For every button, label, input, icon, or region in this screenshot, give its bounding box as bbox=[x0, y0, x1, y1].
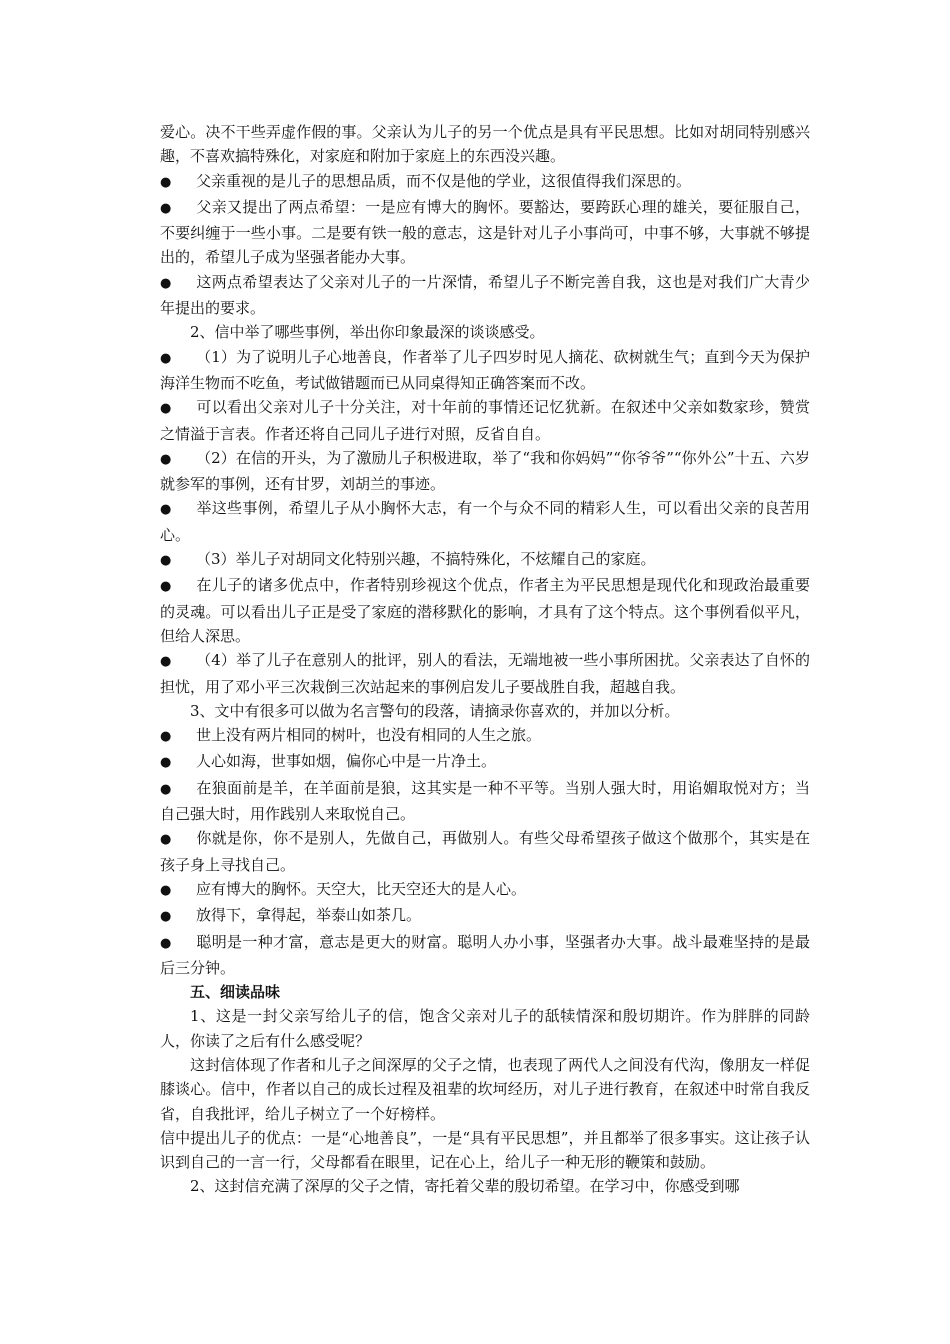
bullet-icon: ● bbox=[160, 909, 172, 925]
bullet-icon: ● bbox=[160, 781, 172, 797]
question-paragraph: 2、这封信充满了深厚的父子之情，寄托着父辈的殷切希望。在学习中，你感受到哪 bbox=[190, 1177, 740, 1196]
bullet-icon: ● bbox=[160, 579, 172, 595]
bullet-item: ● 你就是你，你不是别人，先做自己，再做别人。有些父母希望孩子做这个做那个，其实是在孩子身上寻找自己。 bbox=[160, 829, 810, 874]
bullet-item: ● 应有博大的胸怀。天空大，比天空还大的是人心。 bbox=[160, 877, 810, 903]
answer-paragraph: 信中提出儿子的优点：一是“心地善良”，一是“具有平民思想”，并且都举了很多事实。这让孩子认识到自己的一言一行，父母都看在眼里，记在心上，给儿子一种无形的鞭策和鼓励。 bbox=[160, 1128, 810, 1172]
bullet-icon: ● bbox=[160, 502, 172, 518]
bullet-item: ● （4）举了儿子在意别人的批评，别人的看法，无端地被一些小事所困扰。父亲表达了自怀的担忧，用了邓小平三次栽倒三次站起来的事例启发儿子要战胜自我，超越自我。 bbox=[160, 651, 810, 696]
bullet-icon: ● bbox=[160, 729, 172, 745]
question-paragraph: 2、信中举了哪些事例，举出你印象最深的谈谈感受。 bbox=[190, 323, 545, 342]
paragraph: 爱心。决不干些弄虚作假的事。父亲认为儿子的另一个优点是具有平民思想。比如对胡同特别感兴趣，不喜欢搞特殊化，对家庭和附加于家庭上的东西没兴趣。 bbox=[160, 123, 810, 166]
bullet-item: ● 可以看出父亲对儿子十分关注，对十年前的事情还记忆犹新。在叙述中父亲如数家珍，赞赏之情溢于言表。作者还将自己同儿子进行对照，反省自自。 bbox=[160, 398, 810, 443]
bullet-icon: ● bbox=[160, 200, 172, 216]
bullet-item: ● 父亲重视的是儿子的思想品质，而不仅是他的学业，这很值得我们深思的。 bbox=[160, 169, 810, 195]
bullet-icon: ● bbox=[160, 832, 172, 848]
bullet-item: ● 世上没有两片相同的树叶，也没有相同的人生之旅。 bbox=[160, 723, 810, 749]
bullet-icon: ● bbox=[160, 755, 172, 771]
bullet-icon: ● bbox=[160, 275, 172, 291]
question-paragraph: 3、文中有很多可以做为名言警句的段落，请摘录你喜欢的，并加以分析。 bbox=[190, 701, 680, 720]
bullet-item: ● 在儿子的诸多优点中，作者特别珍视这个优点，作者主为平民思想是现代化和现政治最重要的灵魂。可以看出儿子正是受了家庭的潜移默化的影响，才具有了这个特点。这个事例看似平凡，但给人深思。 bbox=[160, 576, 810, 645]
bullet-icon: ● bbox=[160, 401, 172, 417]
section-heading: 五、细读品味 bbox=[190, 983, 281, 1002]
bullet-icon: ● bbox=[160, 654, 172, 670]
bullet-item: ● 父亲又提出了两点希望：一是应有博大的胸怀。要豁达，要跨跃心理的雄关，要征服自己，不要纠缠于一些小事。二是要有铁一般的意志，这是针对儿子小事尚可，中事不够，大事就不够提出的，希望儿子成为坚强者能办大事。 bbox=[160, 197, 810, 267]
bullet-item: ● 这两点希望表达了父亲对儿子的一片深情，希望儿子不断完善自我，这也是对我们广大青少年提出的要求。 bbox=[160, 272, 810, 318]
bullet-icon: ● bbox=[160, 882, 172, 898]
bullet-item: ● （1）为了说明儿子心地善良，作者举了儿子四岁时见人摘花、砍树就生气；直到今天为保护海洋生物而不吃鱼，考试做错题而已从同桌得知正确答案而不改。 bbox=[160, 347, 810, 392]
bullet-item: ● （3）举儿子对胡同文化特别兴趣，不搞特殊化，不炫耀自己的家庭。 bbox=[160, 547, 810, 573]
bullet-item: ● 放得下，拿得起，举泰山如茶几。 bbox=[160, 903, 810, 929]
bullet-icon: ● bbox=[160, 174, 172, 190]
bullet-icon: ● bbox=[160, 350, 172, 366]
bullet-item: ● 人心如海，世事如烟，偏你心中是一片净土。 bbox=[160, 749, 810, 775]
bullet-icon: ● bbox=[160, 553, 172, 569]
document-body bbox=[160, 120, 810, 1199]
bullet-item: ● 举这些事例，希望儿子从小胸怀大志，有一个与众不同的精彩人生，可以看出父亲的良苦用心。 bbox=[160, 499, 810, 544]
answer-paragraph: 这封信体现了作者和儿子之间深厚的父子之情，也表现了两代人之间没有代沟，像朋友一样促膝谈心。信中，作者以自己的成长过程及祖辈的坎坷经历，对儿子进行教育，在叙述中时常自我反省，自我批评，给儿子树立了一个好榜样。 bbox=[160, 1055, 810, 1123]
bullet-icon: ● bbox=[160, 451, 172, 467]
bullet-item: ● 聪明是一种才富，意志是更大的财富。聪明人办小事，坚强者办大事。战斗最难坚持的是最后三分钟。 bbox=[160, 932, 810, 977]
bullet-item: ● （2）在信的开头，为了激励儿子积极进取，举了“我和你妈妈”“你爷爷”“你外公”十五、六岁就参军的事例，还有甘罗，刘胡兰的事迹。 bbox=[160, 448, 810, 494]
question-paragraph: 1、这是一封父亲写给儿子的信，饱含父亲对儿子的舐犊情深和殷切期许。作为胖胖的同龄人，你读了之后有什么感受呢？ bbox=[160, 1007, 810, 1050]
bullet-icon: ● bbox=[160, 935, 172, 951]
bullet-item: ● 在狼面前是羊，在羊面前是狼，这其实是一种不平等。当别人强大时，用谄媚取悦对方；当自己强大时，用作践别人来取悦自己。 bbox=[160, 778, 810, 824]
